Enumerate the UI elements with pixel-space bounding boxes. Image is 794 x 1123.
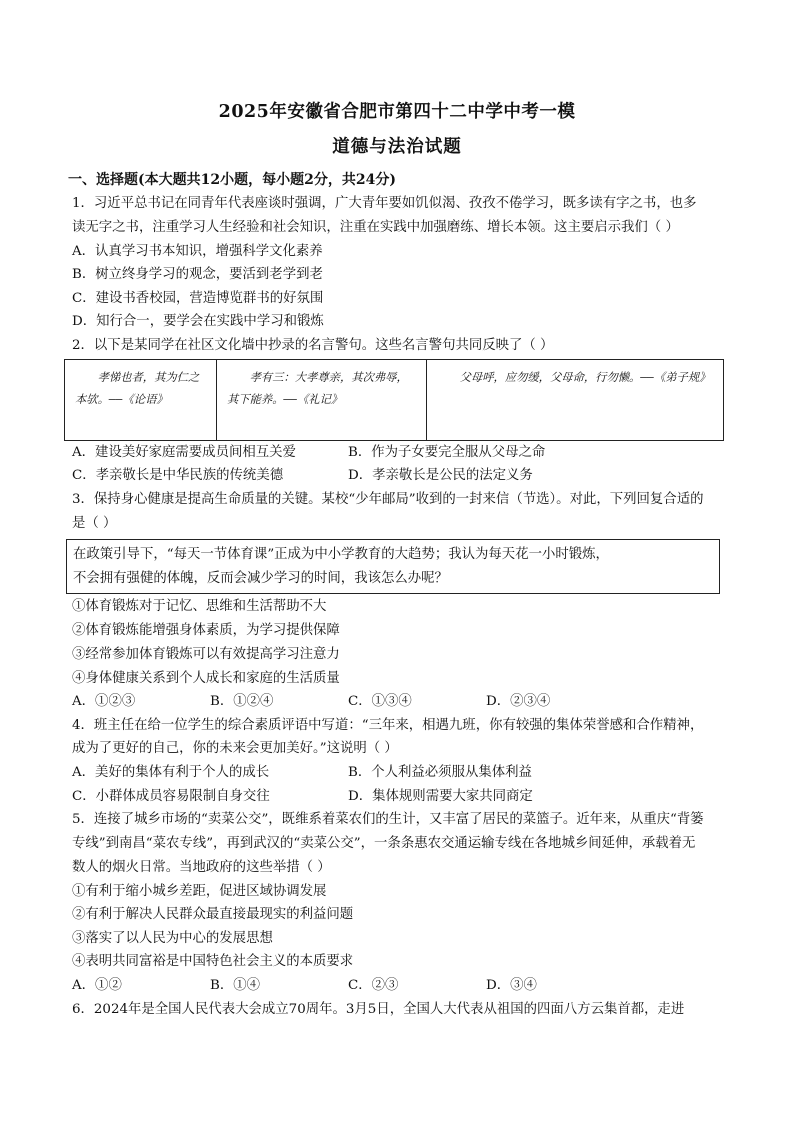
q1-option-d: D．知行合一，要学会在实践中学习和锻炼: [72, 314, 324, 329]
quotes-table: [64, 359, 724, 441]
q2-option-c: C．孝亲敬长是中华民族的传统美德: [72, 468, 284, 483]
q4-option-c: C．小群体成员容易限制自身交往: [72, 789, 270, 804]
q4-option-b: B．个人利益必须服从集体利益: [348, 765, 532, 780]
q3-statement-2: ②体育锻炼能增强身体素质，为学习提供保障: [72, 623, 340, 638]
section-heading: 一、选择题(本大题共12小题，每小题2分，共24分): [68, 172, 396, 188]
q2-stem: 2．以下是某同学在社区文化墙中抄录的名言警句。这些名言警句共同反映了（ ）: [72, 338, 554, 353]
q4-option-a: A．美好的集体有利于个人的成长: [72, 765, 270, 780]
q4-stem-line1: 4．班主任在给一位学生的综合素质评语中写道：“三年来，相遇九班，你有较强的集体荣誉感和合作精神，: [72, 718, 704, 733]
q5-statement-2: ②有利于解决人民群众最直接最现实的利益问题: [72, 907, 354, 922]
exam-title: 2025年安徽省合肥市第四十二中学中考一模: [218, 102, 576, 122]
q5-option-d: D．③④: [486, 978, 537, 993]
q3-statement-1: ①体育锻炼对于记忆、思维和生活帮助不大: [72, 599, 327, 614]
q2-option-b: B．作为子女要完全服从父母之命: [348, 445, 546, 460]
q1-option-c: C．建设书香校园，营造博览群书的好氛围: [72, 291, 324, 306]
q3-option-b: B．①②④: [210, 694, 274, 709]
q5-stem-line2: 专线”到南昌“菜农专线”，再到武汉的“卖菜公交”，一条条惠农交通运输专线在各地城乡间延伸，承载着无: [72, 836, 696, 851]
q6-stem-line1: 6．2024年是全国人民代表大会成立70周年。3月5日，全国人大代表从祖国的四面八方云集首都，走进: [72, 1002, 685, 1017]
q5-option-b: B．①④: [210, 978, 261, 993]
q1-stem-line1: 1．习近平总书记在同青年代表座谈时强调，广大青年要如饥似渴、孜孜不倦学习，既多读有字之书，也多: [72, 196, 697, 211]
quote-lunyu: 孝悌也者，其为仁之本欤。——《论语》: [75, 371, 200, 406]
q1-option-a: A．认真学习书本知识，增强科学文化素养: [72, 244, 323, 259]
q5-stem-line1: 5．连接了城乡市场的“卖菜公交”，既维系着菜农们的生计，又丰富了居民的菜篮子。近年来，从重庆“背篓: [72, 812, 704, 827]
q3-stem-line1: 3．保持身心健康是提高生命质量的关键。某校“少年邮局”收到的一封来信（节选）。对此，下列回复合适的: [72, 492, 704, 507]
q3-statement-4: ④身体健康关系到个人成长和家庭的生活质量: [72, 671, 340, 686]
q3-option-a: A．①②③: [72, 694, 136, 709]
q5-statement-4: ④表明共同富裕是中国特色社会主义的本质要求: [72, 954, 354, 969]
q4-option-d: D．集体规则需要大家共同商定: [348, 789, 533, 804]
q1-option-b: B．树立终身学习的观念，要活到老学到老: [72, 267, 323, 282]
q5-statement-1: ①有利于缩小城乡差距，促进区域协调发展: [72, 884, 327, 899]
q3-statement-3: ③经常参加体育锻炼可以有效提高学习注意力: [72, 647, 340, 662]
quote-dizigui: 父母呼，应勿缓，父母命，行勿懒。——《弟子规》: [426, 360, 723, 440]
q3-option-c: C．①③④: [348, 694, 412, 709]
letter-line1: 在政策引导下，“每天一节体育课”正成为中小学教育的大趋势；我认为每天花一小时锻炼，: [73, 547, 609, 562]
q2-option-a: A．建设美好家庭需要成员间相互关爱: [72, 445, 296, 460]
q3-option-d: D．②③④: [486, 694, 551, 709]
letter-line2: 不会拥有强健的体魄，反而会减少学习的时间，我该怎么办呢？: [73, 571, 448, 586]
q3-stem-line2: 是（ ）: [72, 516, 117, 531]
q5-stem-line3: 数人的烟火日常。当地政府的这些举措（ ）: [72, 860, 331, 875]
q4-stem-line2: 成为了更好的自己，你的未来会更加美好。”这说明（ ）: [72, 741, 398, 756]
q5-statement-3: ③落实了以人民为中心的发展思想: [72, 931, 273, 946]
exam-subject-title: 道德与法治试题: [332, 137, 462, 157]
q1-stem-line2: 读无字之书，注重学习人生经验和社会知识，注重在实践中加强磨练、增长本领。这主要启示我们（ ）: [72, 220, 679, 235]
q2-option-d: D．孝亲敬长是公民的法定义务: [348, 468, 533, 483]
q5-option-a: A．①②: [72, 978, 122, 993]
letter-excerpt-box: [66, 539, 720, 594]
q5-option-c: C．②③: [348, 978, 399, 993]
quote-liji: 孝有三：大孝尊亲，其次弗辱，其下能养。——《礼记》: [216, 360, 426, 440]
